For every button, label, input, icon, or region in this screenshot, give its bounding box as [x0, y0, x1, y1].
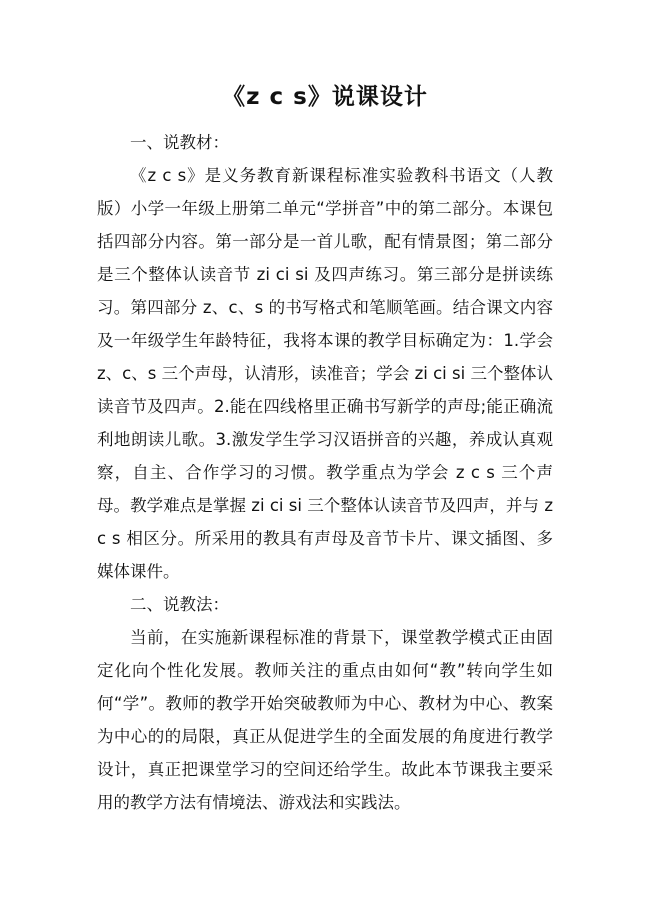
section-heading-teaching-material: 一、说教材：: [130, 133, 229, 152]
section-paragraph-teaching-material: 《z c s》是义务教育新课程标准实验教科书语文（人教版）小学一年级上册第二单元“学拼音”中的第二部分。本课包括四部分内容。第一部分是一首儿歌，配有情景图；第二部分是三个整体认读音节 zi ci si 及四声练习。第三部分是拼读练习。第四部分 z、c、s 的书写格式和笔顺笔画。结合课文内容及一年级学生年龄特征，我将本课的教学目标确定为：1.学会 z、c、s 三个声母，认清形，读准音；学会 zi ci si 三个整体认读音节及四声。2.能在四线格里正确书写新学的声母;能正确流利地朗读儿歌。3.激发学生学习汉语拼音的兴趣，养成认真观察，自主、合作学习的习惯。教学重点为学会 z c s 三个声母。教学难点是掌握 zi ci si 三个整体认读音节及四声，并与 z c s 相区分。所采用的教具有声母及音节卡片、课文插图、多媒体课件。: [97, 166, 553, 581]
section-heading-teaching-method: 二、说教法：: [130, 595, 229, 614]
document-body: [97, 126, 553, 819]
section-paragraph-teaching-method: 当前，在实施新课程标准的背景下，课堂教学模式正由固定化向个性化发展。教师关注的重点由如何“教”转向学生如何“学”。教师的教学开始突破教师为中心、教材为中心、教案为中心的的局限，真正从促进学生的全面发展的角度进行教学设计，真正把课堂学习的空间还给学生。故此本节课我主要采用的教学方法有情境法、游戏法和实践法。: [97, 628, 553, 812]
document-title: 《z c s》说课设计: [222, 84, 428, 110]
